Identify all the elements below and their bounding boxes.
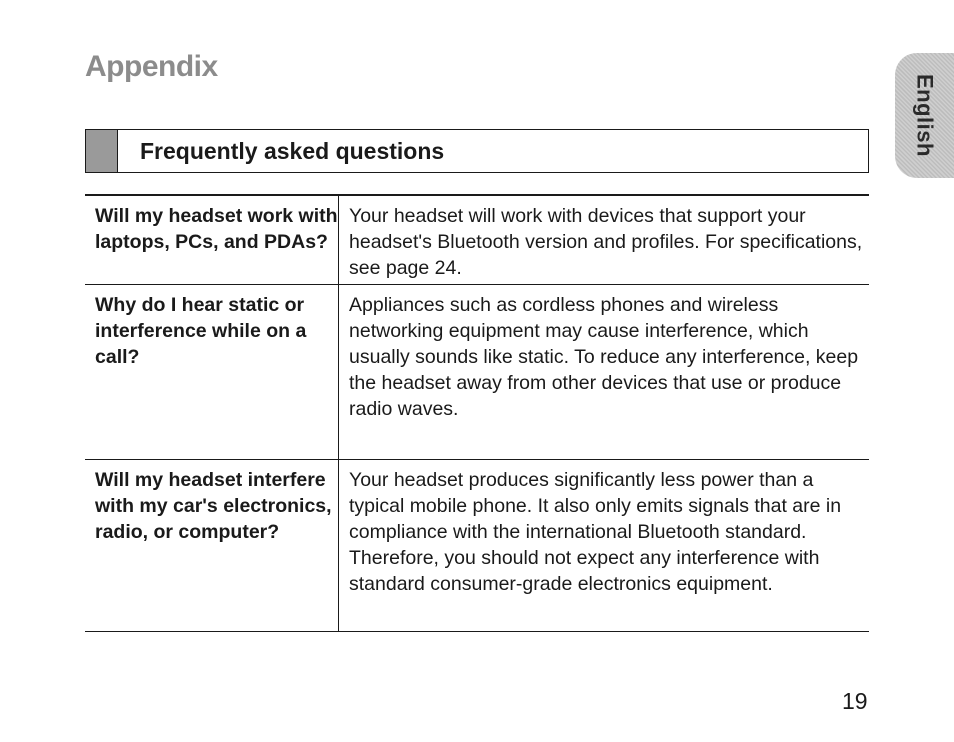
page-title: Appendix — [85, 50, 218, 83]
section-header-marker — [86, 130, 118, 172]
faq-row — [85, 285, 869, 460]
page-number: 19 — [842, 688, 868, 714]
faq-answer-text: Your headset produces significantly less power than a typical mobile phone. It also only emits signals that are in compliance with the international Bluetooth standard. Therefore, you should not expect any interference with standard consumer-grade electronics equipment. — [349, 469, 842, 595]
faq-row — [85, 195, 869, 285]
faq-question: Why do I hear static or interference while on a call? — [85, 285, 339, 460]
faq-row — [85, 460, 869, 632]
faq-answer — [339, 460, 870, 632]
faq-answer — [339, 195, 870, 285]
language-tab-label: English — [912, 74, 938, 157]
language-tab — [895, 53, 954, 178]
faq-question: Will my headset interfere with my car's electronics, radio, or computer? — [85, 460, 339, 632]
faq-answer-text: Your headset will work with devices that support your headset's Bluetooth version and profiles. For specifications, see page 24. — [349, 205, 863, 279]
faq-answer — [339, 285, 870, 460]
section-header — [85, 129, 869, 173]
faq-table — [85, 194, 869, 632]
faq-answer-text: Appliances such as cordless phones and wireless networking equipment may cause interference, which usually sounds like static. To reduce any interference, keep the headset away from other devices that use or produce radio waves. — [349, 294, 859, 420]
faq-question: Will my headset work with laptops, PCs, and PDAs? — [85, 195, 339, 285]
section-title: Frequently asked questions — [140, 137, 445, 164]
